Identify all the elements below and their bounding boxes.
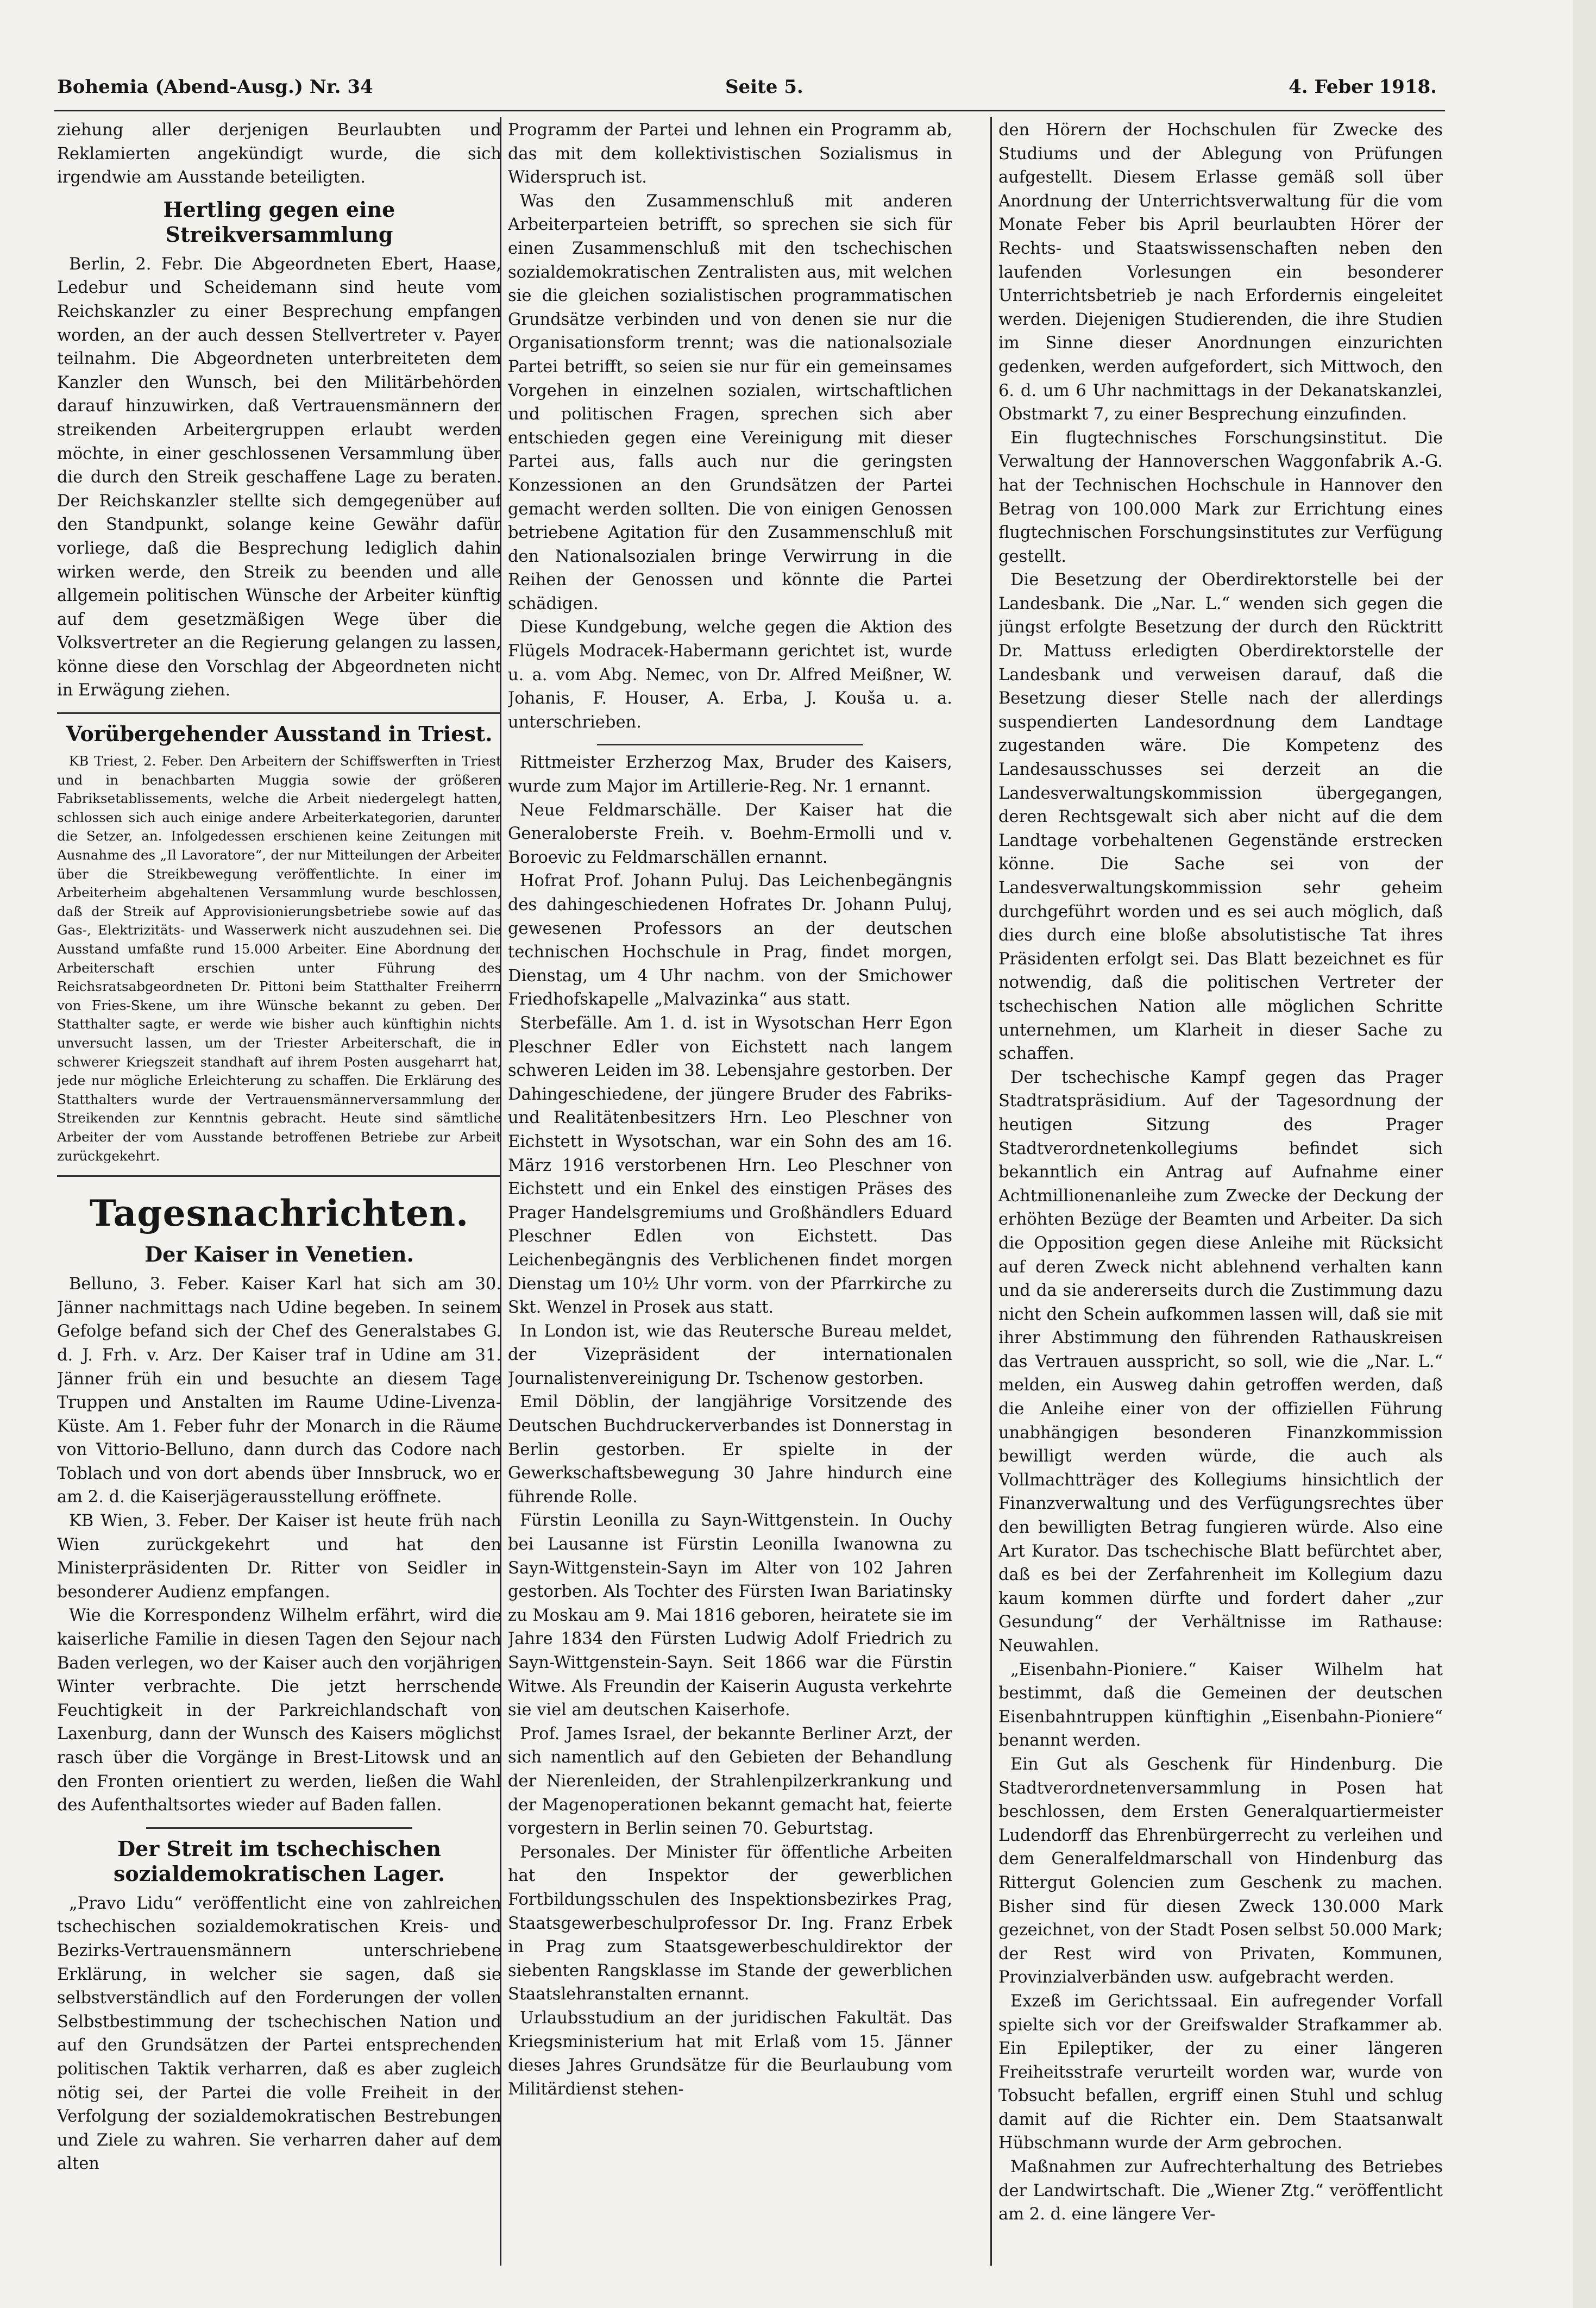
- column-1: [57, 118, 501, 2265]
- header-page-number: Seite 5.: [725, 76, 803, 98]
- article-kundgebung: Diese Kundgebung, welche gegen die Aktion des Flügels Modracek-Habermann gerichtet ist, wurde u. a. vom Abg. Nemec, von Dr. Alfred Meißner, W. Johanis, F. Houser, A. Erba, J. Kouša u. a. unterschrieben.: [508, 618, 952, 732]
- article-continuation: den Hörern der Hochschulen für Zwecke des Studiums und der Ablegung von Prüfungen aufgestellt. Diesem Erlasse gemäß soll über Anordnung der Unterrichtsverwaltung für die vom Monate Feber bis April beurlaubten Hörer der Rechts- und Staatswissenschaften neben den laufenden Vorlesungen ein besonderer Unterrichtsbetrieb je nach Erfordernis eingeleitet werden. Diejenigen Studierenden, die ihre Studien im Sinne dieser Anordnungen einzurichten gedenken, werden aufgefordert, sich Mittwoch, den 6. d. um 6 Uhr nachmittags in der Dekanatskanzlei, Obstmarkt 7, zu einer Besprechung einzufinden.: [998, 121, 1443, 424]
- article-wien: KB Wien, 3. Feber. Der Kaiser ist heute früh nach Wien zurückgekehrt und hat den Ministerpräsidenten Dr. Ritter von Seidler in besonderer Audienz empfangen.: [57, 1512, 501, 1602]
- article-zusammenschluss: Was den Zusammenschluß mit anderen Arbeiterparteien betrifft, so sprechen sie sich für einen Zusammenschluß mit den tschechischen sozialdemokratischen Zentralisten aus, mit welchen sie die gleichen sozialistischen programmatischen Grundsätze verbinden und von denen sie nur die Organisationsform trennt; was die nationalsoziale Partei betrifft, so seien sie nur für ein gemeinsames Vorgehen in einzelnen sozialen, wirtschaftlichen und politischen Fragen, sprechen sich aber entschieden gegen eine Vereinigung mit dieser Partei aus, falls auch nur die geringsten Konzessionen an den Grundsätzen der Partei gemacht werden sollten. Die von einigen Genossen betriebene Agitation für den Zusammenschluß mit den Nationalsozialen bringe Verwirrung in die Reihen der Genossen und könnte die Partei schädigen.: [508, 191, 952, 613]
- article-berlin: Berlin, 2. Febr. Die Abgeordneten Ebert, Haase, Ledebur und Scheidemann sind heute vom Reichskanzler zu einer Besprechung empfangen worden, an der auch dessen Stellvertreter v. Payer teilnahm. Die Abgeordneten unterbreiteten dem Kanzler den Wunsch, bei den Militärbehörden darauf hinzuwirken, daß Vertrauensmännern der streikenden Arbeitergruppen erlaubt werden möchte, in einer geschlossenen Versammlung über die durch den Streik geschaffene Lage zu beraten. Der Reichskanzler stellte sich demgegenüber auf den Standpunkt, solange keine Gewähr dafür vorliege, daß die Besprechung lediglich dahin wirken werde, den Streik zu beenden und alle allgemein politischen Wünsche der Arbeiter künftig auf dem gesetzmäßigen Wege über die Volksvertreter an die Regierung gelangen zu lassen, könne diese den Vorschlag der Abgeordneten nicht in Erwägung ziehen.: [57, 254, 501, 700]
- article-massnahmen: Maßnahmen zur Aufrechterhaltung des Betriebes der Landwirtschaft. Die „Wiener Ztg.“ veröffentlicht am 2. d. eine längere Ver-: [998, 2158, 1443, 2224]
- section-rule: [57, 712, 501, 714]
- headline-triest: Vorübergehender Ausstand in Triest.: [66, 722, 493, 747]
- article-pravo-lidu: „Pravo Lidu“ veröffentlicht eine von zahlreichen tschechischen sozialdemokratischen Kreis- und Bezirks-Vertrauensmännern unterschriebene Erklärung, in welcher sie sagen, daß sie selbstverständlich auf den Forderungen der vollen Selbstbestimmung der tschechischen Nation und auf den Grundsätzen der Partei entsprechenden politischen Taktik verharren, daß es aber zugleich nötig sei, der Partei die volle Freiheit in der Verfolgung der sozialdemokratischen Bestrebungen und Ziele zu wahren. Sie verharren daher auf dem alten: [57, 1893, 501, 2174]
- column-3: [998, 118, 1443, 2265]
- article-korrespondenz: Wie die Korrespondenz Wilhelm erfährt, wird die kaiserliche Familie in diesen Tagen den Sejour nach Baden verlegen, wo der Kaiser auch den vorjährigen Winter verbrachte. Die jetzt herrschende Feuchtigkeit in der Parkreichlandschaft von Laxenburg, dann der Wunsch des Kaisers möglichst rasch über die Vorgänge in Brest-Litowsk und an den Fronten orientiert zu werden, ließen die Wahl des Aufenthaltsortes wieder auf Baden fallen.: [57, 1606, 501, 1815]
- section-rule: [597, 744, 864, 745]
- article-flugtechnisch: Ein flugtechnisches Forschungsinstitut. Die Verwaltung der Hannoverschen Waggonfabrik A.-G. hat der Technischen Hochschule in Hannover den Betrag von 100.000 Mark zur Errichtung eines flugtechnischen Forschungsinstitutes zur Verfügung gestellt.: [998, 428, 1443, 566]
- article-sterbefaelle: Sterbefälle. Am 1. d. ist in Wysotschan Herr Egon Pleschner Edler von Eichstett nach langem schweren Leiden im 38. Lebensjahre gestorben. Der Dahingeschiedene, der jüngere Bruder des Fabriks- und Realitätenbesitzers Hrn. Leo Pleschner von Eichstett in Wysotschan, war ein Sohn des am 16. März 1916 verstorbenen Hrn. Leo Pleschner von Eichstett und ein Enkel des einstigen Präses des Prager Handelsgremiums und Großhändlers Eduard Pleschner Edlen von Eichstett. Das Leichenbegängnis des Verblichenen findet morgen Dienstag um 10½ Uhr vorm. von der Pfarrkirche zu Skt. Wenzel in Prosek aus statt.: [508, 1013, 952, 1318]
- section-rule: [57, 1175, 501, 1177]
- headline-hertling: Hertling gegen eine Streikversammlung: [163, 197, 395, 247]
- article-personales: Personales. Der Minister für öffentliche Arbeiten hat den Inspektor der gewerblichen Fortbildungsschulen des Inspektionsbezirkes Prag, Staatsgewerbeschulprofessor Dr. Ing. Franz Erbek in Prag zum Staatsgewerbeschuldirektor der siebenten Rangsklasse im Stande der gewerblichen Staatslehranstalten ernannt.: [508, 1842, 952, 2004]
- article-israel: Prof. James Israel, der bekannte Berliner Arzt, der sich namentlich auf den Gebieten der Behandlung der Nierenleiden, der Strahlenpilzerkrankung und der Magenoperationen bekannt gemacht hat, feierte vorgestern in Berlin seinen 70. Geburtstag.: [508, 1724, 952, 1839]
- article-london: In London ist, wie das Reutersche Bureau meldet, der Vizepräsident der internationalen Journalistenvereinigung Dr. Tschenow gestorben.: [508, 1321, 952, 1388]
- article-continuation: ziehung aller derjenigen Beurlaubten und Reklamierten angekündigt wurde, die sich irgendwie am Ausstande beteiligten.: [57, 121, 501, 187]
- header-rule: [54, 110, 1445, 111]
- header-date: 4. Feber 1918.: [1289, 76, 1437, 98]
- headline-kaiser-venetien: Der Kaiser in Venetien.: [144, 1242, 414, 1267]
- article-feldmarschaelle: Neue Feldmarschälle. Der Kaiser hat die Generaloberste Freih. v. Boehm-Ermolli und v. Boroevic zu Feldmarschällen ernannt.: [508, 800, 952, 867]
- section-rule: [146, 1827, 413, 1829]
- article-continuation: Programm der Partei und lehnen ein Programm ab, das mit dem kollektivistischen Sozialismus in Widerspruch ist.: [508, 121, 952, 187]
- article-hofrat-puluj: Hofrat Prof. Johann Puluj. Das Leichenbegängnis des dahingeschiedenen Hofrates Dr. Johann Puluj, gewesenen Professors an der deutschen technischen Hochschule in Prag, findet morgen, Dienstag, um 4 Uhr nachm. von der Smichower Friedhofskapelle „Malvazinka“ aus statt.: [508, 871, 952, 1009]
- article-triest: KB Triest, 2. Feber. Den Arbeitern der Schiffswerften in Triest und in benachbarten Muggia sowie der größeren Fabriksetablissements, welche die Arbeit niedergelegt hatten, schlossen sich auch einige andere Arbeiterkategorien, darunter die Setzer, an. Infolgedessen erschienen keine Zeitungen mit Ausnahme des „Il Lavoratore“, der nur Mitteilungen der Arbeiter über die Streikbewegung veröffentlichte. In einer im Arbeiterheim abgehaltenen Versammlung wurde beschlossen, daß der Streik auf Approvisionierungsbetriebe sowie auf das Gas-, Elektrizitäts- und Wasserwerk nicht auszudehnen sei. Die Ausstand umfaßte rund 15.000 Arbeiter. Eine Abordnung der Arbeiterschaft erschien unter Führung des Reichsratsabgeordneten Dr. Pittoni beim Statthalter Freiherrn von Fries-Skene, um ihre Wünsche bekannt zu geben. Der Statthalter sagte, er werde wie bisher auch künftighin nichts unversucht lassen, um der Triester Arbeiterschaft, die in schwerer Kriegszeit standhaft auf ihrem Posten ausgeharrt hat, jede nur mögliche Erleichterung zu schaffen. Die Erklärung des Statthalters wurde der Vertrauensmännerversammlung der Streikenden zur Kenntnis gebracht. Heute sind sämtliche Arbeiter der vom Ausstande betroffenen Betriebe zur Arbeit zurückgekehrt.: [57, 753, 501, 1164]
- article-doeblin: Emil Döblin, der langjährige Vorsitzende des Deutschen Buchdruckerverbandes ist Donnerstag in Berlin gestorben. Er spielte in der Gewerkschaftsbewegung 30 Jahre hindurch eine führende Rolle.: [508, 1393, 952, 1507]
- article-oberdirektor: Die Besetzung der Oberdirektorstelle bei der Landesbank. Die „Nar. L.“ wenden sich gegen die jüngst erfolgte Besetzung der durch den Rücktritt Dr. Mattuss erledigten Oberdirektorstelle der Landesbank und verweisen darauf, daß die Besetzung dieser Stelle nach der allerdings suspendierten Landesordnung dem Landtage zugestanden wäre. Die Kompetenz des Landesausschusses sei derzeit an die Landesverwaltungskommission übergegangen, deren Rechtsgewalt sich aber nicht auf die dem Landtage vorbehaltenen Gegenstände erstrecken könne. Die Sache sei von der Landesverwaltungskommission sehr geheim durchgeführt worden und es sei auch möglich, daß dies durch eine bloße absolutistische Tat ihres Präsidenten erfolgt sei. Das Blatt bezeichnet es für notwendig, daß die politischen Vertreter der tschechischen Nation alle möglichen Schritte unternehmen, um Klarheit in dieser Sache zu schaffen.: [998, 570, 1443, 1064]
- scan-edge: [1573, 0, 1596, 2308]
- section-title-tagesnachrichten: Tagesnachrichten.: [89, 1192, 469, 1235]
- column-rule-2: [990, 117, 992, 2266]
- article-belluno: Belluno, 3. Feber. Kaiser Karl hat sich am 30. Jänner nachmittags nach Udine begeben. In seinem Gefolge befand sich der Chef des Generalstabes G. d. J. Frh. v. Arz. Der Kaiser traf in Udine am 31. Jänner früh ein und besuchte an diesem Tage Truppen und Anstalten im Raume Udine-Livenza-Küste. Am 1. Feber fuhr der Monarch in die Räume von Vittorio-Belluno, dann durch das Codore nach Toblach und von dort abends über Innsbruck, wo er am 2. d. die Kaiserjägerausstellung eröffnete.: [57, 1275, 501, 1507]
- page-header: [57, 76, 1437, 109]
- header-masthead: Bohemia (Abend-Ausg.) Nr. 34: [57, 76, 373, 98]
- article-stadtrat: Der tschechische Kampf gegen das Prager Stadtratspräsidium. Auf der Tagesordnung der heutigen Sitzung des Prager Stadtverordnetenkollegiums befindet sich bekanntlich ein Antrag auf Aufnahme einer Achtmillionenanleihe zum Zwecke der Deckung der erhöhten Bezüge der Beamten und Arbeiter. Da sich die Opposition gegen diese Anleihe mit Rücksicht auf deren Zweck nicht ablehnend verhalten kann und da sie andererseits durch die Zustimmung dazu nicht den Schein aufkommen lassen will, daß sie mit ihrer Abstimmung den führenden Rathauskreisen das Vertrauen ausspricht, so soll, wie die „Nar. L.“ melden, ein Ausweg dahin getroffen werden, daß die Anleihe einer von der offiziellen Führung unabhängigen besonderen Finanzkommission bewilligt werden würde, die auch als Vollmachtträger des Kollegiums hinsichtlich der Finanzverwaltung und des Verfügungsrechtes über den bewilligten Betrag fungieren würde. Also eine Art Kurator. Das tschechische Blatt befürchtet aber, daß es bei der Zerfahrenheit im Kollegium dazu kaum kommen dürfte und fordert daher „zur Gesundung“ der Verhältnisse im Rathause: Neuwahlen.: [998, 1068, 1443, 1655]
- headline-streit: Der Streit im tschechischen sozialdemokratischen Lager.: [113, 1836, 445, 1886]
- article-leonilla: Fürstin Leonilla zu Sayn-Wittgenstein. In Ouchy bei Lausanne ist Fürstin Leonilla Iwanowna zu Sayn-Wittgenstein-Sayn im Alter von 102 Jahren gestorben. Als Tochter des Fürsten Iwan Bariatinsky zu Moskau am 9. Mai 1816 geboren, heiratete sie im Jahre 1834 den Fürsten Ludwig Adolf Friedrich zu Sayn-Wittgenstein-Sayn. Seit 1866 war die Fürstin Witwe. Als Freundin der Kaiserin Augusta verkehrte sie viel am deutschen Kaiserhofe.: [508, 1511, 952, 1720]
- article-urlaubsstudium: Urlaubsstudium an der juridischen Fakultät. Das Kriegsministerium hat mit Erlaß vom 15. Jänner dieses Jahres Grundsätze für die Beurlaubung vom Militärdienst stehen-: [508, 2008, 952, 2099]
- article-rittmeister: Rittmeister Erzherzog Max, Bruder des Kaisers, wurde zum Major im Artillerie-Reg. Nr. 1 ernannt.: [508, 753, 952, 796]
- column-2: [508, 118, 952, 2265]
- article-hindenburg: Ein Gut als Geschenk für Hindenburg. Die Stadtverordnetenversammlung in Posen hat beschlossen, dem Ersten Generalquartiermeister Ludendorff das Ehrenbürgerrecht zu verleihen und dem Generalfeldmarschall von Hindenburg das Rittergut Golencien zum Geschenk zu machen. Bisher sind für diesen Zweck 130.000 Mark gezeichnet, von der Stadt Posen selbst 50.000 Mark; der Rest wird von Privaten, Kommunen, Provinzialverbänden usw. aufgebracht werden.: [998, 1754, 1443, 1987]
- article-exzess: Exzeß im Gerichtssaal. Ein aufregender Vorfall spielte sich vor der Greifswalder Strafkammer ab. Ein Epileptiker, der zu einer längeren Freiheitsstrafe verurteilt worden war, wurde von Tobsucht befallen, ergriff einen Stuhl und schlug damit auf die Richter ein. Dem Staatsanwalt Hübschmann wurde der Arm gebrochen.: [998, 1991, 1443, 2153]
- article-eisenbahn: „Eisenbahn-Pioniere.“ Kaiser Wilhelm hat bestimmt, daß die Gemeinen der deutschen Eisenbahntruppen künftighin „Eisenbahn-Pioniere“ benannt werden.: [998, 1660, 1443, 1751]
